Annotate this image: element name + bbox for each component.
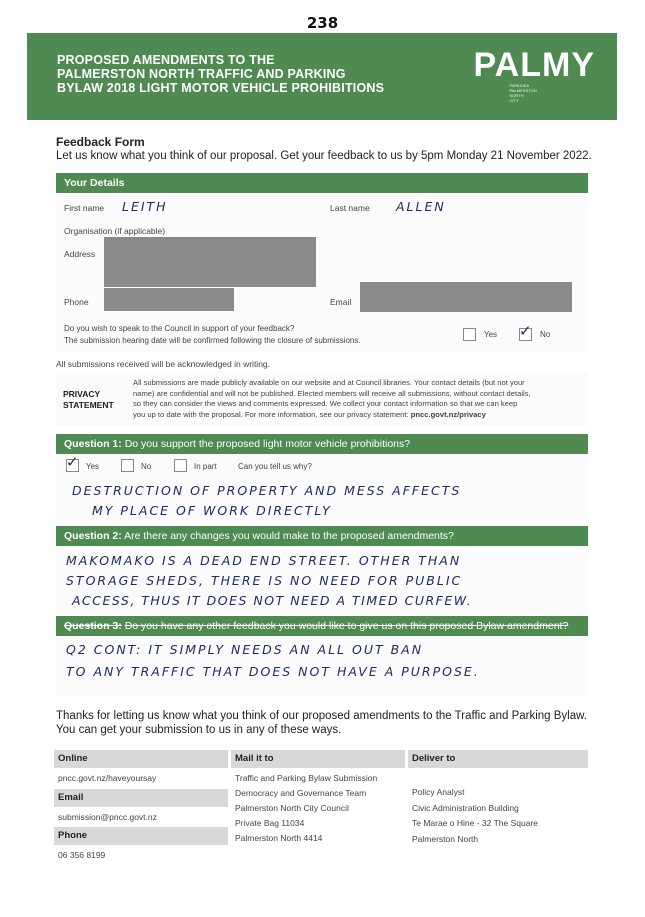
- q1-no-label: No: [141, 462, 152, 471]
- speak-yes-label: Yes: [484, 330, 498, 339]
- phone-redaction: [104, 288, 234, 311]
- privacy-text-end: you up to date with the proposal. For more information, see our privacy statement:: [133, 409, 411, 419]
- privacy-label-line: STATEMENT: [63, 400, 114, 410]
- deliver-heading: Deliver to: [408, 750, 588, 768]
- privacy-link[interactable]: pncc.govt.nz/privacy: [410, 409, 486, 419]
- question-3-number: Question 3:: [64, 620, 122, 632]
- privacy-text-line: [133, 410, 588, 421]
- logo-sub-line: CITY: [509, 98, 519, 103]
- speak-no-label: No: [540, 330, 551, 339]
- thanks-line: Thanks for letting us know what you think of our proposed amendments to the Traffic and Parking Bylaw.: [56, 710, 587, 722]
- privacy-text-line: All submissions are made publicly available on our website and at Council libraries. Your contact details (but not your: [133, 378, 525, 387]
- your-details-heading: [56, 173, 588, 193]
- question-1-heading: [56, 434, 588, 454]
- last-name-label: Last name: [330, 203, 370, 213]
- deliver-line: Civic Administration Building: [412, 802, 519, 813]
- speak-yes-checkbox[interactable]: [463, 328, 476, 341]
- online-link[interactable]: pncc.govt.nz/haveyoursay: [58, 773, 157, 783]
- mail-heading: Mail it to: [231, 750, 405, 768]
- speak-note: The submission hearing date will be confirmed following the closure of submissions.: [64, 336, 361, 345]
- address-redaction: [104, 237, 316, 287]
- mail-line: Palmerston North City Council: [235, 803, 349, 813]
- email-redaction: [360, 282, 572, 312]
- palmy-logo: [474, 47, 595, 103]
- q1-answer-line[interactable]: DESTRUCTION OF PROPERTY AND MESS AFFECTS: [72, 483, 462, 498]
- q1-no-checkbox[interactable]: [121, 459, 134, 472]
- question-3-box: [56, 636, 588, 696]
- q1-answer-line[interactable]: MY PLACE OF WORK DIRECTLY: [92, 503, 332, 518]
- thanks-text: [56, 709, 596, 737]
- phone-heading: Phone: [54, 827, 228, 845]
- acknowledge-text: All submissions received will be acknowledged in writing.: [56, 359, 271, 369]
- phone-label: Phone: [64, 297, 89, 307]
- address-label: Address: [64, 249, 96, 259]
- privacy-text: [133, 378, 588, 420]
- q1-yes-tick-icon: ✓: [66, 453, 79, 471]
- header-banner: [27, 33, 617, 120]
- logo-sub-line: NORTH: [509, 93, 524, 98]
- speak-no-tick-icon: ✓: [519, 322, 532, 340]
- q1-why-label: Can you tell us why?: [238, 462, 312, 471]
- last-name-field[interactable]: ALLEN: [396, 199, 446, 214]
- mail-line: Traffic and Parking Bylaw Submission: [235, 773, 378, 783]
- email-heading: Email: [54, 789, 228, 807]
- speak-question: Do you wish to speak to the Council in support of your feedback?: [64, 324, 295, 333]
- question-1-number: Question 1:: [64, 438, 122, 450]
- deliver-line: Te Marae o Hine - 32 The Square: [412, 818, 538, 828]
- phone-number: 06 356 8199: [58, 850, 106, 860]
- page-number: 238: [306, 14, 339, 32]
- q2-answer-line[interactable]: MAKOMAKO IS A DEAD END STREET. OTHER THAN: [66, 553, 462, 568]
- header-title-line: BYLAW 2018 LIGHT MOTOR VEHICLE PROHIBITIONS: [57, 81, 385, 95]
- mail-line: Palmerston North 4414: [235, 833, 323, 843]
- email-label: Email: [330, 297, 352, 307]
- mail-line: Private Bag 11034: [235, 818, 305, 828]
- q1-yes-label: Yes: [86, 462, 100, 471]
- deliver-line: Policy Analyst: [412, 787, 465, 797]
- q1-inpart-checkbox[interactable]: [174, 459, 187, 472]
- question-2-text: Are there any changes you would make to the proposed amendments?: [124, 530, 454, 542]
- header-title-line: PROPOSED AMENDMENTS TO THE: [57, 53, 275, 67]
- question-3-text: Do you have any other feedback you would like to give us on this proposed Bylaw amendment?: [124, 620, 569, 632]
- form-intro: Let us know what you think of our proposal. Get your feedback to us by 5pm Monday 21 November 2022.: [56, 150, 592, 162]
- question-3-heading: [56, 616, 588, 636]
- your-details-box: [56, 193, 588, 351]
- q3-answer-line[interactable]: TO ANY TRAFFIC THAT DOES NOT HAVE A PURPOSE.: [66, 664, 480, 679]
- logo-sub-line: PALMERSTON: [509, 88, 537, 93]
- question-2-number: Question 2:: [64, 530, 122, 542]
- logo-word: PALMY: [473, 46, 595, 84]
- q2-answer-line[interactable]: STORAGE SHEDS, THERE IS NO NEED FOR PUBLIC: [66, 573, 463, 588]
- q1-inpart-label: In part: [194, 462, 217, 471]
- question-1-text: Do you support the proposed light motor vehicle prohibitions?: [124, 438, 411, 450]
- organisation-label: Organisation (if applicable): [64, 226, 166, 236]
- privacy-text-line: name) are confidential and will not be published. Elected members will receive all submissions, without contact details,: [133, 388, 531, 398]
- online-heading: Online: [54, 750, 228, 768]
- privacy-box: [56, 372, 588, 426]
- privacy-label-line: PRIVACY: [63, 389, 101, 399]
- question-1-box: [56, 454, 588, 526]
- privacy-text-line: so they can consider the views and comments expressed. We collect your contact information so that we can keep: [133, 399, 518, 408]
- mail-line: Democracy and Governance Team: [235, 788, 367, 798]
- q2-answer-line[interactable]: ACCESS, THUS IT DOES NOT NEED A TIMED CURFEW.: [72, 593, 473, 608]
- mail-address: [235, 771, 377, 846]
- header-title-line: PALMERSTON NORTH TRAFFIC AND PARKING: [57, 67, 346, 81]
- deliver-address: [412, 785, 538, 847]
- email-link[interactable]: submission@pncc.govt.nz: [58, 812, 157, 822]
- question-2-heading: [56, 526, 588, 546]
- first-name-field[interactable]: LEITH: [122, 199, 168, 214]
- form-title: Feedback Form: [56, 135, 145, 149]
- first-name-label: First name: [64, 203, 105, 213]
- deliver-line: Palmerston North: [412, 833, 479, 844]
- logo-sub-line: PAPAIOEA: [509, 83, 530, 88]
- header-title: [57, 53, 427, 95]
- thanks-line: You can get your submission to us in any of these ways.: [56, 724, 342, 736]
- privacy-label: [63, 389, 114, 411]
- question-2-box: [56, 546, 588, 614]
- your-details-label: Your Details: [64, 177, 125, 189]
- q3-answer-line[interactable]: Q2 CONT: IT SIMPLY NEEDS AN ALL OUT BAN: [66, 642, 424, 657]
